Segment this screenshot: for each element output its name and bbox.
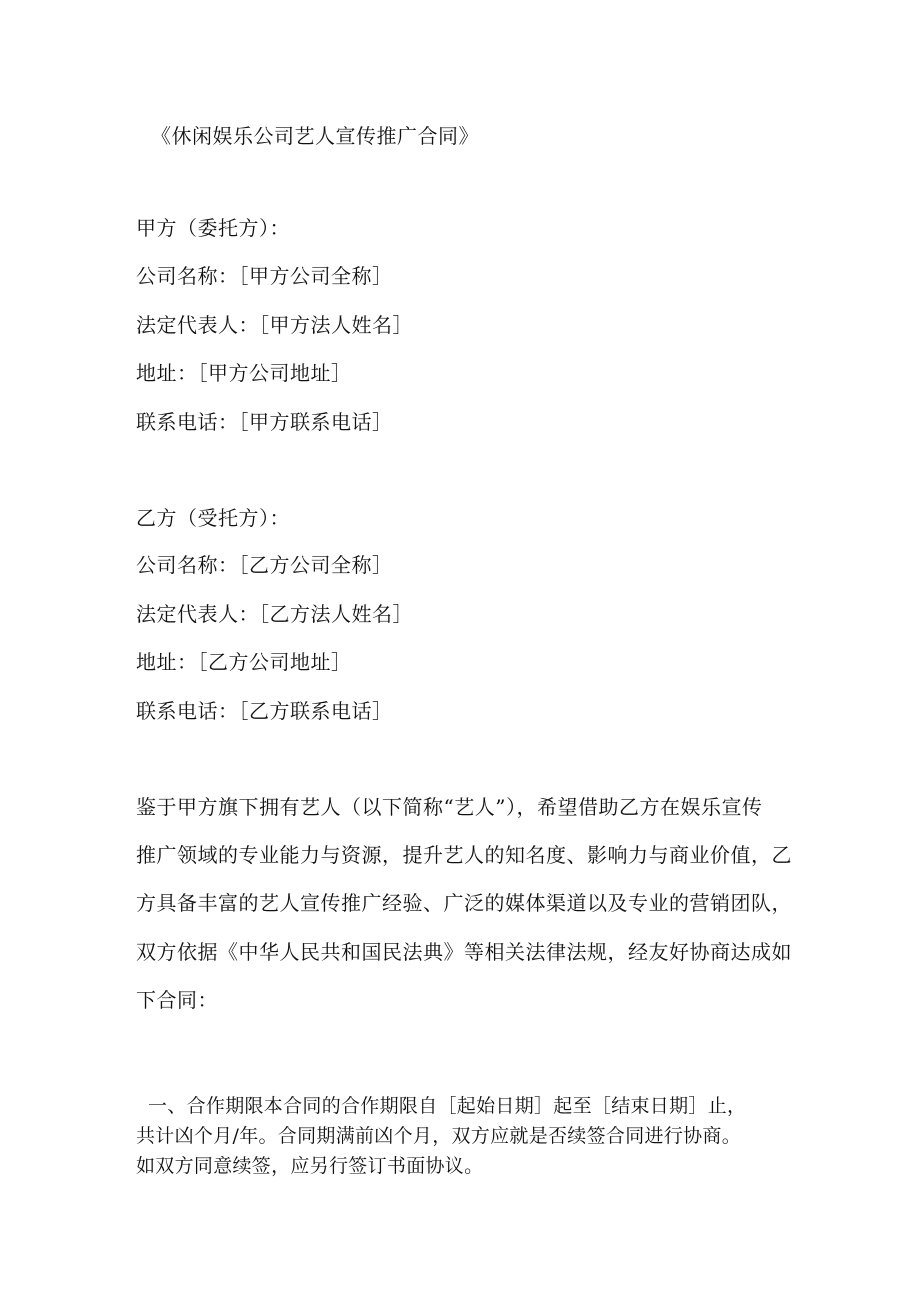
preamble-line: 双方依据《中华人民共和国民法典》等相关法律法规，经友好协商达成如 <box>136 940 792 964</box>
clause-1-line: 一、合作期限本合同的合作期限自［起始日期］起至［结束日期］止， <box>148 1095 747 1117</box>
party-a-company-name: 公司名称：［甲方公司全称］ <box>136 264 393 288</box>
party-b-address: 地址：［乙方公司地址］ <box>136 650 352 674</box>
party-a-phone: 联系电话：［甲方联系电话］ <box>136 410 393 434</box>
party-a-address: 地址：［甲方公司地址］ <box>136 361 352 385</box>
clause-1-line: 共计凶个月/年。合同期满前凶个月，双方应就是否续签合同进行协商。 <box>136 1125 742 1147</box>
party-b-phone: 联系电话：［乙方联系电话］ <box>136 699 393 723</box>
party-b-company-name: 公司名称：［乙方公司全称］ <box>136 553 393 577</box>
party-a-heading: 甲方（委托方）： <box>136 216 290 240</box>
preamble-line: 鉴于甲方旗下拥有艺人（以下简称“艺人”），希望借助乙方在娱乐宣传 <box>136 795 763 819</box>
preamble-line: 方具备丰富的艺人宣传推广经验、广泛的媒体渠道以及专业的营销团队， <box>136 891 792 915</box>
preamble-line: 下合同： <box>136 988 218 1012</box>
party-b-heading: 乙方（受托方）： <box>136 506 290 530</box>
clause-1-line: 如双方同意续签，应另行签订书面协议。 <box>136 1155 484 1177</box>
preamble-line: 推广领域的专业能力与资源，提升艺人的知名度、影响力与商业价值，乙 <box>136 843 792 867</box>
party-b-legal-rep: 法定代表人：［乙方法人姓名］ <box>136 602 413 626</box>
document-title: 《休闲娱乐公司艺人宣传推广合同》 <box>151 124 479 148</box>
party-a-legal-rep: 法定代表人：［甲方法人姓名］ <box>136 313 413 337</box>
